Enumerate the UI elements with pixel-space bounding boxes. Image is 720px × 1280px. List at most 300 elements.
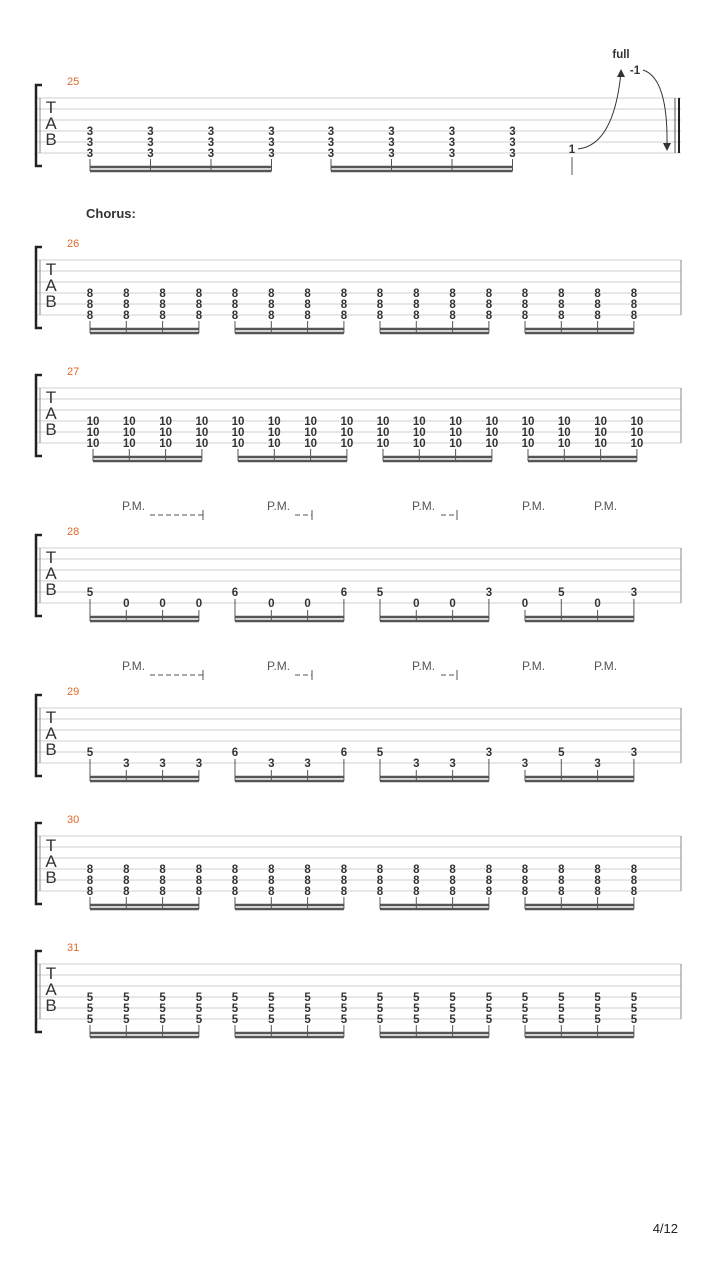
fret-number: 8 [485, 288, 493, 300]
fret-number: 10 [630, 438, 644, 450]
fret-number: 8 [86, 288, 94, 300]
fret-number: 8 [521, 310, 529, 322]
fret-number: 8 [594, 875, 601, 887]
fret-number: 8 [123, 886, 130, 898]
fret-number: 0 [594, 598, 601, 610]
fret-number: 10 [122, 427, 136, 439]
fret-number: 5 [376, 1003, 384, 1015]
fret-number: 5 [558, 587, 565, 599]
fret-number: 3 [147, 137, 154, 149]
fret-number: 10 [521, 427, 535, 439]
fret-number: 8 [449, 299, 456, 311]
bend-up-curve [578, 72, 621, 149]
fret-number: 5 [159, 1003, 166, 1015]
tab-clef-letter: T [45, 548, 57, 567]
fret-number: 3 [509, 148, 516, 160]
fret-number: 10 [231, 416, 245, 428]
fret-number: 8 [630, 864, 638, 876]
fret-number: 10 [267, 438, 281, 450]
fret-number: 8 [159, 310, 166, 322]
fret-number: 5 [268, 1014, 275, 1026]
tab-system-28 [36, 499, 681, 621]
fret-number: 5 [485, 1014, 493, 1026]
fret-number: 5 [195, 992, 203, 1004]
fret-number: 3 [147, 126, 154, 138]
fret-number: 8 [594, 310, 601, 322]
fret-number: 10 [86, 438, 100, 450]
fret-number: 5 [485, 992, 493, 1004]
fret-number: 3 [630, 747, 638, 759]
fret-number: 3 [86, 126, 94, 138]
fret-number: 10 [122, 416, 136, 428]
fret-number: 8 [231, 288, 239, 300]
fret-number: 10 [267, 416, 281, 428]
fret-number: 10 [376, 427, 390, 439]
fret-number: 8 [558, 288, 565, 300]
fret-number: 8 [413, 875, 420, 887]
fret-number: 5 [449, 1003, 456, 1015]
fret-number: 8 [86, 299, 94, 311]
fret-number: 5 [630, 1003, 638, 1015]
fret-number: 5 [231, 1003, 239, 1015]
tab-clef-letter: B [45, 130, 57, 149]
fret-number: 5 [376, 747, 384, 759]
tab-system-27 [36, 366, 681, 461]
tab-clef-letter: B [45, 996, 57, 1015]
measure-number: 28 [67, 526, 80, 538]
system-bracket [36, 247, 42, 328]
fret-number: 8 [159, 864, 166, 876]
fret-number: 8 [413, 310, 420, 322]
fret-number: 3 [388, 137, 395, 149]
fret-number: 10 [485, 427, 499, 439]
fret-number: 8 [340, 299, 348, 311]
fret-number: 10 [122, 438, 136, 450]
fret-number: 8 [594, 288, 601, 300]
fret-number: 3 [207, 148, 215, 160]
fret-number: 0 [159, 598, 166, 610]
fret-number: 8 [376, 288, 384, 300]
fret-number: 8 [123, 875, 130, 887]
fret-number: 5 [558, 1014, 565, 1026]
fret-number: 10 [594, 438, 607, 450]
fret-number: 3 [86, 137, 94, 149]
tab-clef-letter: A [45, 724, 57, 743]
system-bracket [36, 375, 42, 456]
fret-number: 8 [485, 299, 493, 311]
fret-number: 5 [86, 587, 94, 599]
fret-number: 3 [268, 758, 275, 770]
palm-mute-label: P.M. [594, 499, 618, 513]
fret-number: 8 [123, 310, 130, 322]
fret-number: 8 [159, 288, 166, 300]
fret-number: 3 [268, 126, 275, 138]
fret-number: 8 [86, 886, 94, 898]
fret-number: 8 [594, 864, 601, 876]
fret-number: 8 [304, 288, 311, 300]
fret-number: 3 [268, 148, 275, 160]
palm-mute-label: P.M. [594, 659, 618, 673]
fret-number: 8 [521, 875, 529, 887]
fret-number: 10 [412, 438, 426, 450]
fret-number: 10 [195, 427, 209, 439]
fret-number: 5 [86, 1014, 94, 1026]
fret-number: 5 [558, 992, 565, 1004]
tab-clef-letter: B [45, 868, 57, 887]
fret-number: 3 [327, 148, 335, 160]
fret-number: 10 [340, 427, 354, 439]
fret-number: 0 [268, 598, 275, 610]
tab-clef-letter: B [45, 420, 57, 439]
fret-number: 8 [231, 864, 239, 876]
fret-number: 3 [195, 758, 203, 770]
tab-clef-letter: T [45, 836, 57, 855]
system-bracket [36, 535, 42, 616]
fret-number: 8 [521, 864, 529, 876]
fret-number: 10 [159, 416, 172, 428]
fret-number: 0 [521, 598, 529, 610]
fret-number: 8 [159, 875, 166, 887]
fret-number: 10 [412, 416, 426, 428]
fret-number: 5 [376, 1014, 384, 1026]
fret-number: 8 [304, 310, 311, 322]
fret-number: 10 [195, 438, 209, 450]
fret-number: 8 [195, 310, 203, 322]
fret-number: 10 [231, 427, 245, 439]
fret-number: 5 [521, 992, 529, 1004]
fret-number: 8 [268, 310, 275, 322]
fret-number: 5 [86, 1003, 94, 1015]
fret-number: 8 [376, 310, 384, 322]
fret-number: 5 [376, 992, 384, 1004]
fret-number: 10 [449, 416, 462, 428]
tab-system-25 [36, 49, 681, 175]
fret-number: 5 [521, 1003, 529, 1015]
fret-number: 10 [521, 416, 535, 428]
fret-number: 8 [268, 875, 275, 887]
fret-number: 5 [159, 992, 166, 1004]
fret-number: 8 [413, 288, 420, 300]
fret-number: 8 [449, 288, 456, 300]
fret-number: 8 [630, 310, 638, 322]
fret-number: 0 [413, 598, 420, 610]
fret-number: 3 [207, 126, 215, 138]
fret-number: 10 [340, 438, 354, 450]
fret-number: 0 [449, 598, 456, 610]
fret-number: 0 [195, 598, 203, 610]
fret-number: 8 [413, 886, 420, 898]
palm-mute-label: P.M. [122, 499, 146, 513]
fret-number: 8 [485, 886, 493, 898]
fret-number: 8 [195, 288, 203, 300]
fret-number: 10 [159, 438, 172, 450]
bend-release-fret: -1 [629, 65, 641, 77]
fret-number: 5 [376, 587, 384, 599]
fret-number: 10 [557, 416, 571, 428]
fret-number: 8 [558, 875, 565, 887]
fret-number: 8 [231, 310, 239, 322]
palm-mute-label: P.M. [412, 499, 436, 513]
bend-start-fret: 1 [568, 144, 576, 156]
fret-number: 3 [123, 758, 130, 770]
fret-number: 5 [485, 1003, 493, 1015]
fret-number: 6 [231, 587, 239, 599]
fret-number: 10 [159, 427, 172, 439]
tab-clef-letter: A [45, 114, 57, 133]
fret-number: 8 [123, 288, 130, 300]
fret-number: 10 [231, 438, 245, 450]
fret-number: 5 [268, 1003, 275, 1015]
fret-number: 8 [340, 886, 348, 898]
fret-number: 3 [449, 758, 456, 770]
fret-number: 8 [195, 299, 203, 311]
fret-number: 8 [231, 886, 239, 898]
fret-number: 3 [159, 758, 166, 770]
fret-number: 8 [195, 886, 203, 898]
measure-number: 26 [67, 238, 80, 250]
fret-number: 10 [485, 416, 499, 428]
fret-number: 8 [376, 886, 384, 898]
tab-clef-letter: B [45, 292, 57, 311]
fret-number: 8 [376, 875, 384, 887]
fret-number: 5 [86, 747, 94, 759]
fret-number: 5 [630, 1014, 638, 1026]
measure-number: 25 [67, 76, 80, 88]
fret-number: 6 [340, 587, 348, 599]
fret-number: 6 [231, 747, 239, 759]
fret-number: 8 [123, 299, 130, 311]
fret-number: 8 [86, 310, 94, 322]
fret-number: 8 [485, 875, 493, 887]
fret-number: 8 [231, 299, 239, 311]
fret-number: 5 [340, 1003, 348, 1015]
fret-number: 8 [376, 864, 384, 876]
tab-clef-letter: T [45, 708, 57, 727]
fret-number: 8 [268, 299, 275, 311]
system-bracket [36, 951, 42, 1032]
fret-number: 8 [340, 864, 348, 876]
fret-number: 8 [449, 875, 456, 887]
fret-number: 6 [340, 747, 348, 759]
fret-number: 8 [231, 875, 239, 887]
fret-number: 10 [304, 438, 317, 450]
fret-number: 3 [509, 137, 516, 149]
fret-number: 5 [449, 1014, 456, 1026]
fret-number: 10 [449, 438, 462, 450]
fret-number: 8 [304, 886, 311, 898]
fret-number: 5 [340, 992, 348, 1004]
palm-mute-label: P.M. [267, 499, 291, 513]
fret-number: 10 [485, 438, 499, 450]
fret-number: 3 [388, 148, 395, 160]
fret-number: 8 [413, 864, 420, 876]
fret-number: 3 [304, 758, 311, 770]
fret-number: 8 [449, 864, 456, 876]
measure-number: 30 [67, 814, 80, 826]
fret-number: 3 [521, 758, 529, 770]
fret-number: 5 [123, 1003, 130, 1015]
fret-number: 8 [86, 864, 94, 876]
fret-number: 5 [195, 1003, 203, 1015]
fret-number: 10 [521, 438, 535, 450]
fret-number: 8 [558, 310, 565, 322]
fret-number: 8 [159, 886, 166, 898]
page-number: 4/12 [652, 1221, 678, 1236]
fret-number: 10 [594, 416, 607, 428]
fret-number: 5 [558, 747, 565, 759]
tab-clef-letter: T [45, 260, 57, 279]
fret-number: 8 [195, 864, 203, 876]
tab-clef-letter: T [45, 98, 57, 117]
fret-number: 5 [521, 1014, 529, 1026]
tab-clef-letter: T [45, 388, 57, 407]
fret-number: 8 [521, 299, 529, 311]
fret-number: 3 [327, 137, 335, 149]
fret-number: 5 [413, 1014, 420, 1026]
fret-number: 3 [448, 126, 456, 138]
fret-number: 8 [159, 299, 166, 311]
fret-number: 10 [630, 416, 644, 428]
fret-number: 3 [509, 126, 516, 138]
fret-number: 8 [268, 864, 275, 876]
fret-number: 8 [630, 875, 638, 887]
fret-number: 5 [594, 992, 601, 1004]
fret-number: 8 [268, 288, 275, 300]
tab-system-30 [36, 814, 681, 909]
fret-number: 3 [327, 126, 335, 138]
fret-number: 10 [340, 416, 354, 428]
fret-number: 5 [413, 1003, 420, 1015]
fret-number: 8 [594, 299, 601, 311]
fret-number: 5 [231, 992, 239, 1004]
fret-number: 8 [268, 886, 275, 898]
fret-number: 10 [594, 427, 607, 439]
fret-number: 5 [231, 1014, 239, 1026]
fret-number: 3 [207, 137, 215, 149]
bend-amount-label: full [612, 49, 630, 61]
fret-number: 10 [86, 416, 100, 428]
fret-number: 3 [413, 758, 420, 770]
tab-clef-letter: A [45, 276, 57, 295]
tab-clef-letter: B [45, 740, 57, 759]
fret-number: 10 [630, 427, 644, 439]
fret-number: 8 [558, 886, 565, 898]
fret-number: 5 [304, 992, 311, 1004]
fret-number: 10 [376, 438, 390, 450]
fret-number: 10 [557, 427, 571, 439]
measure-number: 31 [67, 942, 80, 954]
system-bracket [36, 85, 42, 166]
fret-number: 5 [340, 1014, 348, 1026]
tab-clef-letter: A [45, 852, 57, 871]
fret-number: 5 [594, 1014, 601, 1026]
fret-number: 5 [268, 992, 275, 1004]
palm-mute-label: P.M. [267, 659, 291, 673]
fret-number: 8 [521, 288, 529, 300]
tab-system-29 [36, 659, 681, 781]
fret-number: 0 [304, 598, 311, 610]
fret-number: 5 [558, 1003, 565, 1015]
fret-number: 10 [195, 416, 209, 428]
fret-number: 5 [86, 992, 94, 1004]
bend-arrow-head [617, 69, 625, 77]
fret-number: 8 [195, 875, 203, 887]
fret-number: 3 [388, 126, 395, 138]
fret-number: 10 [376, 416, 390, 428]
palm-mute-label: P.M. [122, 659, 146, 673]
fret-number: 8 [594, 886, 601, 898]
measure-number: 29 [67, 686, 80, 698]
bend-release-curve [643, 70, 667, 145]
fret-number: 8 [304, 875, 311, 887]
fret-number: 8 [558, 864, 565, 876]
palm-mute-label: P.M. [412, 659, 436, 673]
fret-number: 10 [267, 427, 281, 439]
fret-number: 8 [123, 864, 130, 876]
fret-number: 3 [268, 137, 275, 149]
fret-number: 8 [340, 310, 348, 322]
fret-number: 8 [630, 299, 638, 311]
fret-number: 10 [412, 427, 426, 439]
fret-number: 5 [123, 1014, 130, 1026]
system-bracket [36, 823, 42, 904]
fret-number: 8 [340, 875, 348, 887]
fret-number: 3 [448, 148, 456, 160]
fret-number: 3 [630, 587, 638, 599]
fret-number: 3 [448, 137, 456, 149]
fret-number: 3 [86, 148, 94, 160]
section-label: Chorus: [86, 206, 136, 221]
fret-number: 8 [340, 288, 348, 300]
tab-system-31 [36, 942, 681, 1037]
fret-number: 5 [594, 1003, 601, 1015]
fret-number: 5 [304, 1014, 311, 1026]
measure-number: 27 [67, 366, 80, 378]
fret-number: 8 [485, 864, 493, 876]
fret-number: 8 [304, 864, 311, 876]
fret-number: 5 [195, 1014, 203, 1026]
fret-number: 8 [630, 886, 638, 898]
tab-clef-letter: A [45, 980, 57, 999]
tab-system-26 [36, 206, 681, 333]
fret-number: 3 [594, 758, 601, 770]
fret-number: 5 [449, 992, 456, 1004]
palm-mute-label: P.M. [522, 659, 546, 673]
fret-number: 8 [86, 875, 94, 887]
bend-release-arrow-head [663, 143, 671, 151]
fret-number: 8 [304, 299, 311, 311]
fret-number: 10 [557, 438, 571, 450]
fret-number: 8 [630, 288, 638, 300]
fret-number: 3 [485, 747, 493, 759]
fret-number: 10 [304, 427, 317, 439]
fret-number: 10 [86, 427, 100, 439]
fret-number: 8 [485, 310, 493, 322]
fret-number: 8 [449, 310, 456, 322]
system-bracket [36, 695, 42, 776]
palm-mute-label: P.M. [522, 499, 546, 513]
fret-number: 5 [630, 992, 638, 1004]
tab-clef-letter: T [45, 964, 57, 983]
fret-number: 10 [304, 416, 317, 428]
fret-number: 10 [449, 427, 462, 439]
fret-number: 8 [449, 886, 456, 898]
fret-number: 3 [147, 148, 154, 160]
fret-number: 8 [558, 299, 565, 311]
fret-number: 5 [123, 992, 130, 1004]
fret-number: 0 [123, 598, 130, 610]
fret-number: 8 [521, 886, 529, 898]
